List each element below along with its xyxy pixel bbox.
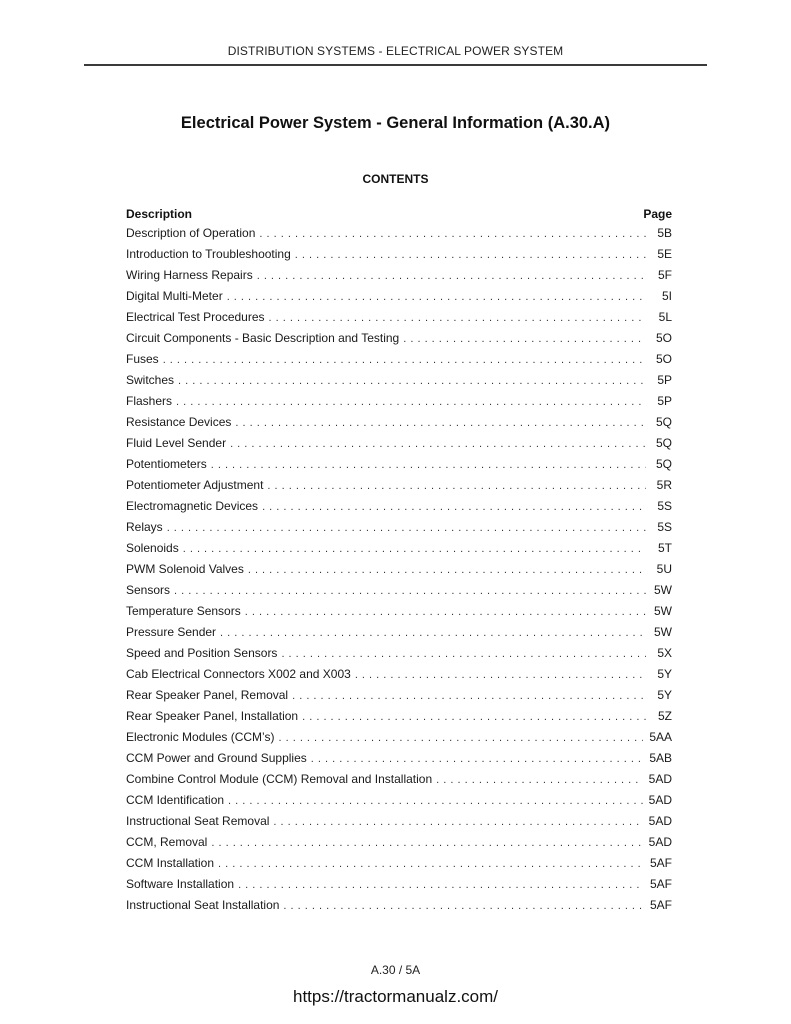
footer-page-number: A.30 / 5A <box>370 963 421 977</box>
dot-leader <box>248 560 646 581</box>
toc-entry[interactable] <box>126 895 672 916</box>
toc-entry-page: 5P <box>657 394 672 408</box>
toc-entry[interactable] <box>126 580 672 601</box>
toc-entry[interactable] <box>126 748 672 769</box>
dot-leader <box>211 833 642 854</box>
dot-leader <box>218 854 644 875</box>
dot-leader <box>167 518 646 539</box>
dot-leader <box>273 812 642 833</box>
document-title: Electrical Power System - General Information (A.30.A) <box>180 114 611 132</box>
toc-entry[interactable] <box>126 853 672 874</box>
toc-entry-label: Potentiometers <box>126 457 207 471</box>
toc-entry[interactable] <box>126 706 672 727</box>
toc-entry[interactable] <box>126 517 672 538</box>
dot-leader <box>227 287 646 308</box>
dot-leader <box>436 770 643 791</box>
toc-entry[interactable] <box>126 286 672 307</box>
toc-entry[interactable] <box>126 391 672 412</box>
toc-description-header: Description <box>126 207 193 221</box>
toc-entry-page: 5O <box>655 352 672 366</box>
toc-entry-label: PWM Solenoid Valves <box>126 562 244 576</box>
toc-entry-page: 5AF <box>649 898 672 912</box>
toc-entry-label: Relays <box>126 520 163 534</box>
dot-leader <box>281 644 646 665</box>
toc-entry-page: 5S <box>657 520 672 534</box>
toc-entry-page: 5X <box>657 646 672 660</box>
toc-entry-page: 5O <box>655 331 672 345</box>
dot-leader <box>403 329 646 350</box>
toc-entries <box>126 223 672 916</box>
header-rule <box>84 64 707 66</box>
toc-header-row <box>126 205 672 223</box>
toc-entry-page: 5AA <box>649 730 672 744</box>
toc-entry-page: 5Y <box>657 688 672 702</box>
dot-leader <box>235 413 646 434</box>
toc-entry-page: 5E <box>657 247 672 261</box>
toc-entry-label: Circuit Components - Basic Description and Testing <box>126 331 400 345</box>
toc-entry-label: Cab Electrical Connectors X002 and X003 <box>126 667 351 681</box>
toc-entry-label: Resistance Devices <box>126 415 232 429</box>
toc-entry-label: Fuses <box>126 352 159 366</box>
toc-entry-page: 5L <box>658 310 672 324</box>
toc-entry[interactable] <box>126 475 672 496</box>
toc-entry[interactable] <box>126 538 672 559</box>
toc-entry-page: 5AF <box>649 877 672 891</box>
toc-entry-label: Speed and Position Sensors <box>126 646 278 660</box>
toc-entry-page: 5AF <box>649 856 672 870</box>
dot-leader <box>211 455 646 476</box>
toc-entry-page: 5AD <box>648 793 672 807</box>
toc-entry[interactable] <box>126 328 672 349</box>
toc-entry[interactable] <box>126 769 672 790</box>
toc-entry[interactable] <box>126 811 672 832</box>
toc-entry-page: 5AD <box>648 772 672 786</box>
toc-entry-label: Electrical Test Procedures <box>126 310 265 324</box>
toc-entry-label: Digital Multi-Meter <box>126 289 223 303</box>
toc-entry[interactable] <box>126 643 672 664</box>
toc-entry[interactable] <box>126 727 672 748</box>
toc-entry[interactable] <box>126 685 672 706</box>
toc-entry-label: Instructional Seat Removal <box>126 814 270 828</box>
dot-leader <box>311 749 644 770</box>
toc-entry-page: 5AB <box>649 751 672 765</box>
toc-entry-label: CCM Installation <box>126 856 215 870</box>
toc-entry-page: 5Y <box>657 667 672 681</box>
toc-entry-label: Description of Operation <box>126 226 256 240</box>
toc-entry-page: 5P <box>657 373 672 387</box>
toc-entry[interactable] <box>126 412 672 433</box>
toc-entry[interactable] <box>126 601 672 622</box>
dot-leader <box>283 896 644 917</box>
toc-entry-page: 5W <box>654 583 672 597</box>
toc-entry[interactable] <box>126 349 672 370</box>
toc-entry-page: 5Z <box>657 709 672 723</box>
dot-leader <box>302 707 646 728</box>
toc-entry-label: Software Installation <box>126 877 235 891</box>
toc-entry[interactable] <box>126 790 672 811</box>
dot-leader <box>176 392 646 413</box>
toc-entry-page: 5I <box>661 289 672 303</box>
toc-entry-label: Combine Control Module (CCM) Removal and Installation <box>126 772 433 786</box>
toc-entry-label: Fluid Level Sender <box>126 436 227 450</box>
toc-entry-page: 5Q <box>655 415 672 429</box>
toc-entry[interactable] <box>126 370 672 391</box>
dot-leader <box>220 623 646 644</box>
toc-entry-label: Rear Speaker Panel, Removal <box>126 688 289 702</box>
toc-entry[interactable] <box>126 223 672 244</box>
table-of-contents <box>126 205 672 916</box>
contents-heading: CONTENTS <box>362 172 429 186</box>
toc-entry-page: 5AD <box>648 835 672 849</box>
dot-leader <box>259 224 646 245</box>
toc-entry[interactable] <box>126 664 672 685</box>
toc-page-header: Page <box>643 207 672 221</box>
toc-entry-page: 5F <box>657 268 672 282</box>
toc-entry-label: Rear Speaker Panel, Installation <box>126 709 299 723</box>
toc-entry-label: Pressure Sender <box>126 625 217 639</box>
toc-entry[interactable] <box>126 559 672 580</box>
toc-entry-page: 5Q <box>655 457 672 471</box>
toc-entry-page: 5W <box>654 625 672 639</box>
dot-leader <box>174 581 646 602</box>
dot-leader <box>292 686 646 707</box>
toc-entry-label: CCM, Removal <box>126 835 208 849</box>
running-header: DISTRIBUTION SYSTEMS - ELECTRICAL POWER SYSTEM <box>227 44 564 58</box>
dot-leader <box>230 434 646 455</box>
toc-entry-label: CCM Identification <box>126 793 225 807</box>
dot-leader <box>278 728 643 749</box>
toc-entry-label: Electronic Modules (CCM’s) <box>126 730 275 744</box>
toc-entry-label: Switches <box>126 373 175 387</box>
dot-leader <box>238 875 644 896</box>
toc-entry-page: 5U <box>656 562 672 576</box>
dot-leader <box>163 350 646 371</box>
toc-entry[interactable] <box>126 622 672 643</box>
toc-entry-page: 5AD <box>648 814 672 828</box>
toc-entry[interactable] <box>126 307 672 328</box>
toc-entry-label: Introduction to Troubleshooting <box>126 247 291 261</box>
dot-leader <box>257 266 646 287</box>
toc-entry[interactable] <box>126 244 672 265</box>
dot-leader <box>245 602 646 623</box>
toc-entry-page: 5Q <box>655 436 672 450</box>
toc-entry-page: 5W <box>654 604 672 618</box>
toc-entry[interactable] <box>126 433 672 454</box>
toc-entry-label: Flashers <box>126 394 173 408</box>
dot-leader <box>183 539 646 560</box>
toc-entry-label: Sensors <box>126 583 171 597</box>
toc-entry[interactable] <box>126 265 672 286</box>
toc-entry-page: 5T <box>657 541 672 555</box>
toc-entry-label: Wiring Harness Repairs <box>126 268 253 282</box>
toc-entry-label: CCM Power and Ground Supplies <box>126 751 307 765</box>
toc-entry[interactable] <box>126 496 672 517</box>
toc-entry-label: Potentiometer Adjustment <box>126 478 264 492</box>
dot-leader <box>355 665 646 686</box>
dot-leader <box>267 476 646 497</box>
toc-entry-page: 5B <box>657 226 672 240</box>
dot-leader <box>262 497 646 518</box>
toc-entry-label: Solenoids <box>126 541 179 555</box>
toc-entry-label: Temperature Sensors <box>126 604 241 618</box>
toc-entry[interactable] <box>126 874 672 895</box>
toc-entry-label: Instructional Seat Installation <box>126 898 280 912</box>
toc-entry[interactable] <box>126 454 672 475</box>
toc-entry-page: 5R <box>656 478 672 492</box>
toc-entry-page: 5S <box>657 499 672 513</box>
watermark-url[interactable]: https://tractormanualz.com/ <box>292 987 499 1006</box>
dot-leader <box>228 791 643 812</box>
dot-leader <box>269 308 646 329</box>
dot-leader <box>178 371 646 392</box>
dot-leader <box>295 245 646 266</box>
toc-entry[interactable] <box>126 832 672 853</box>
toc-entry-label: Electromagnetic Devices <box>126 499 259 513</box>
